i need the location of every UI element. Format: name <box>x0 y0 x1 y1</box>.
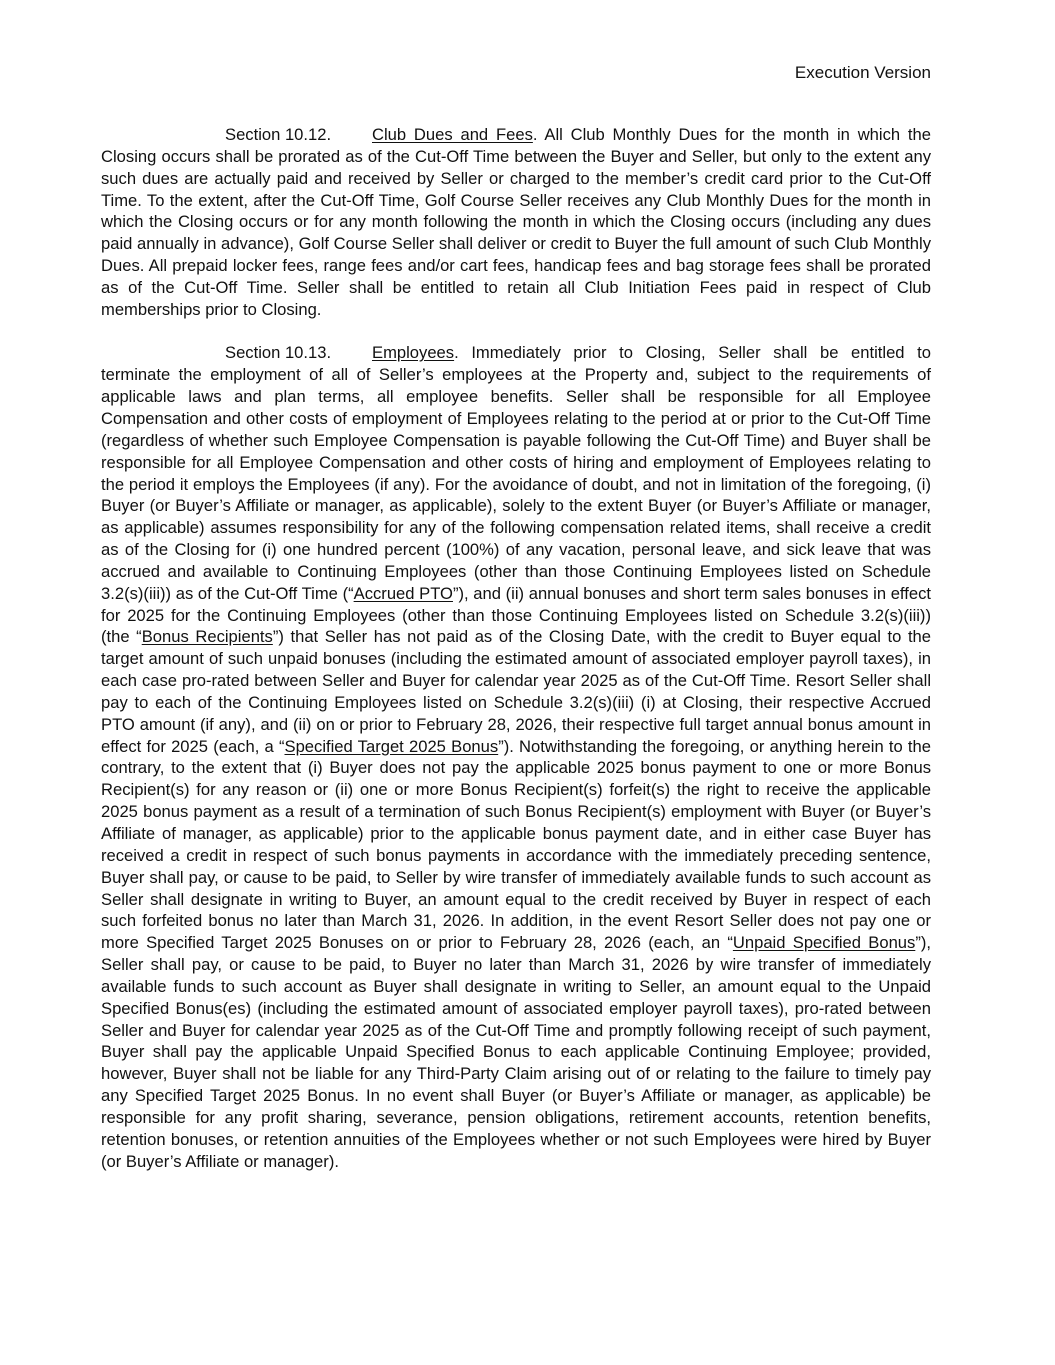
section-body-text: ”), Seller shall pay, or cause to be paid, to Buyer no later than March 31, 2026 by wire transfer of immediately available funds to such account as Buyer shall designate in writing to Seller, an amount equal to the Unpaid Specified Bonus(es) (including the estimated amount of associated employer payroll taxes), pro-rated between Seller and Buyer for calendar year 2025 as of the Cut-Off Time and promptly following receipt of such payment, Buyer shall pay the applicable Unpaid Specified Bonus to each applicable Continuing Employee; provided, however, Buyer shall not be liable for any Third-Party Claim arising out of or relating to the failure to timely pay any Specified Target 2025 Bonus. In no event shall Buyer (or Buyer’s Affiliate or manager, as applicable) be responsible for any profit sharing, severance, pension obligations, retirement accounts, retention benefits, retention bonuses, or retention annuities of the Employees whether or not such Employees were hired by Buyer (or Buyer’s Affiliate or manager). <box>101 933 931 1171</box>
defined-term-specified-target-bonus: Specified Target 2025 Bonus <box>284 736 499 756</box>
section-body-text: ”), and (ii) annual bonuses and short term sales bonuses in effect for 2025 for the Continuing Employees (other than those Continuing Employees listed on Schedule 3.2(s)(iii)) (the “ <box>101 583 931 647</box>
section-body-text: ”). Notwithstanding the foregoing, or anything herein to the contrary, to the extent that (i) Buyer does not pay the applicable 2025 bonus payment to one or more Bonus Recipient(s) for any reason or (ii) one or more Bonus Recipient(s) forfeit(s) the right to receive the applicable 2025 bonus payment as a result of a termination of such Bonus Recipient(s) employment with Buyer (or Buyer’s Affiliate of manager, as applicable) prior to the applicable bonus payment date, and in either case Buyer has received a credit in respect of such bonus payments in accordance with the immediately preceding sentence, Buyer shall pay, or cause to be paid, to Seller by wire transfer of immediately available funds to such account as Seller shall designate in writing to Buyer, an amount equal to the credit received by Buyer in respect of each such forfeited bonus no later than March 31, 2026. In addition, in the event Resort Seller does not pay one or more Specified Target 2025 Bonuses on or prior to February 28, 2026 (each, an “ <box>101 736 931 953</box>
section-body-text: . Immediately prior to Closing, Seller shall be entitled to terminate the employment of all of Seller’s employees at the Property and, subject to the requirements of applicable laws and plan terms, all employee benefits. Seller shall be responsible for all Employee Compensation and other costs of employment of Employees relating to the period at or prior to the Cut-Off Time (regardless of whether such Employee Compensation is payable following the Cut-Off Time) and Buyer shall be responsible for all Employee Compensation and other costs of hiring and employment of Employees relating to the period it employs the Employees (if any). For the avoidance of doubt, and not in limitation of the foregoing, (i) Buyer (or Buyer’s Affiliate or manager, as applicable), solely to the extent Buyer (or Buyer’s Affiliate or manager, as applicable) assumes responsibility for any of the following compensation related items, shall receive a credit as of the Closing for (i) one hundred percent (100%) of any vacation, personal leave, and sick leave that was accrued and available to Continuing Employees (other than those Continuing Employees listed on Schedule 3.2(s)(iii)) as of the Cut-Off Time (“ <box>101 343 931 603</box>
section-heading: Club Dues and Fees <box>372 125 533 144</box>
document-body <box>101 124 931 1194</box>
defined-term-unpaid-specified-bonus: Unpaid Specified Bonus <box>732 933 916 953</box>
section-body-text: . All Club Monthly Dues for the month in which the Closing occurs shall be prorated as of the Cut-Off Time between the Buyer and Seller, but only to the extent any such dues are actually paid and received by Seller or charged to the member’s credit card prior to the Cut-Off Time. To the extent, after the Cut-Off Time, Golf Course Seller receives any Club Monthly Dues for the month in which the Closing occurs or for any month following the month in which the Closing occurs (including any dues paid annually in advance), Golf Course Seller shall deliver or credit to Buyer the full amount of such Club Monthly Dues. All prepaid locker fees, range fees and/or cart fees, handicap fees and bag storage fees shall be prorated as of the Cut-Off Time. Seller shall be entitled to retain all Club Initiation Fees paid in respect of Club memberships prior to Closing. <box>101 125 931 319</box>
section-10-12-paragraph <box>101 124 931 321</box>
section-10-13-paragraph <box>101 342 931 1172</box>
execution-version-label: Execution Version <box>794 63 931 82</box>
section-heading: Employees <box>372 343 455 363</box>
defined-term-accrued-pto: Accrued PTO <box>353 583 453 603</box>
section-body-text: ”) that Seller has not paid as of the Closing Date, with the credit to Buyer equal to the target amount of such unpaid bonuses (including the estimated amount of associated employer payroll taxes), in each case pro-rated between Seller and Buyer for calendar year 2025 as of the Cut-Off Time. Resort Seller shall pay to each of the Continuing Employees listed on Schedule 3.2(s)(iii) (i) at Closing, their respective Accrued PTO amount (if any), and (ii) on or prior to February 28, 2026, their respective full target annual bonus amount in effect for 2025 (each, a “ <box>101 627 932 756</box>
section-number: Section 10.12. <box>225 125 332 144</box>
defined-term-bonus-recipients: Bonus Recipients <box>141 627 273 647</box>
section-number: Section 10.13. <box>225 343 332 363</box>
